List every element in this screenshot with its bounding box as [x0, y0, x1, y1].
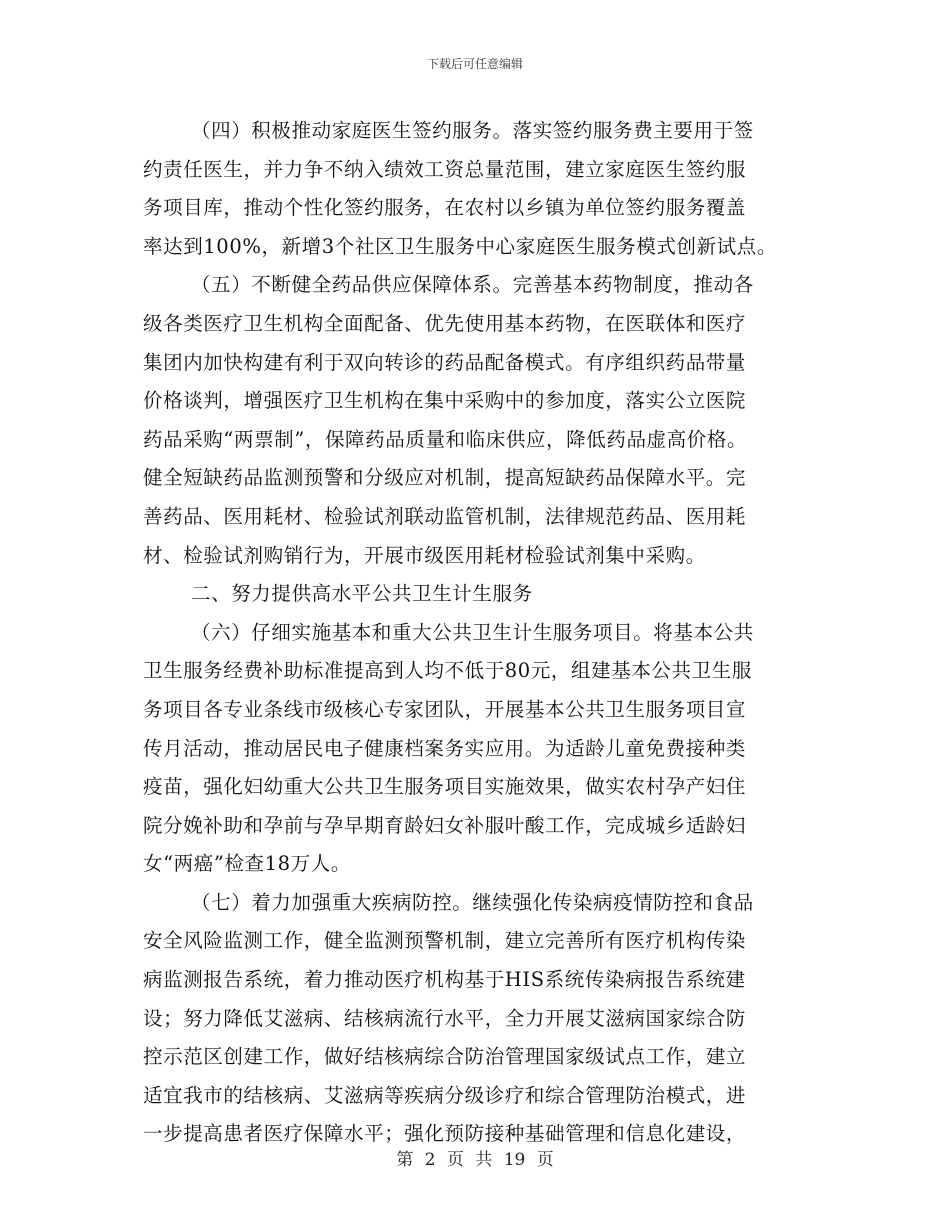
text-line: （六）仔细实施基本和重大公共卫生计生服务项目。将基本公共: [191, 620, 754, 644]
document-body: [143, 112, 811, 1154]
page-number: 第 2 页 共 19 页: [396, 1150, 554, 1170]
text-line: 女“两癌”检查18万人。: [143, 852, 351, 876]
text-line: 传月活动，推动居民电子健康档案务实应用。为适龄儿童免费接种类: [143, 736, 747, 760]
text-line: 疫苗，强化妇幼重大公共卫生服务项目实施效果，做实农村孕产妇住: [143, 775, 747, 799]
text-line: 务项目库，推动个性化签约服务，在农村以乡镇为单位签约服务覆盖: [143, 196, 747, 220]
text-line: 善药品、医用耗材、检验试剂联动监管机制，法律规范药品、医用耗: [143, 504, 747, 528]
text-line: 药品采购“两票制”，保障药品质量和临床供应，降低药品虚高价格。: [143, 427, 748, 451]
text-line: （五）不断健全药品供应保障体系。完善基本药物制度，推动各: [191, 273, 754, 297]
text-line: 材、检验试剂购销行为，开展市级医用耗材检验试剂集中采购。: [143, 543, 706, 567]
text-line: 院分娩补助和孕前与孕早期育龄妇女补服叶酸工作，完成城乡适龄妇: [143, 813, 747, 837]
text-line: （四）积极推动家庭医生签约服务。落实签约服务费主要用于签: [191, 119, 754, 142]
text-line: 约责任医生，并力争不纳入绩效工资总量范围，建立家庭医生签约服: [143, 157, 747, 181]
text-line: 级各类医疗卫生机构全面配备、优先使用基本药物，在医联体和医疗: [143, 311, 747, 335]
text-line: 安全风险监测工作，健全监测预警机制，建立完善所有医疗机构传染: [143, 929, 747, 953]
text-line: 适宜我市的结核病、艾滋病等疾病分级诊疗和综合管理防治模式，进: [143, 1083, 747, 1107]
page-header-note: 下载后可任意编辑: [426, 57, 523, 71]
section-heading: 二、努力提供高水平公共卫生计生服务: [191, 582, 533, 606]
text-line: 设；努力降低艾滋病、结核病流行水平，全力开展艾滋病国家综合防: [143, 1006, 747, 1030]
text-line: 集团内加快构建有利于双向转诊的药品配备模式。有序组织药品带量: [143, 350, 747, 374]
text-line: 率达到100%，新增3个社区卫生服务中心家庭医生服务模式创新试点。: [143, 234, 777, 258]
text-line: 一步提高患者医疗保障水平；强化预防接种基础管理和信息化建设，: [143, 1122, 747, 1146]
text-line: 控示范区创建工作，做好结核病综合防治管理国家级试点工作，建立: [143, 1045, 747, 1069]
text-line: 价格谈判，增强医疗卫生机构在集中采购中的参加度，落实公立医院: [143, 389, 747, 413]
text-line: 务项目各专业条线市级核心专家团队，开展基本公共卫生服务项目宣: [143, 697, 747, 721]
text-line: 卫生服务经费补助标准提高到人均不低于80元，组建基本公共卫生服: [143, 659, 752, 683]
text-line: 健全短缺药品监测预警和分级应对机制，提高短缺药品保障水平。完: [143, 466, 747, 490]
text-line: 病监测报告系统，着力推动医疗机构基于HIS系统传染病报告系统建: [143, 968, 746, 992]
text-line: （七）着力加强重大疾病防控。继续强化传染病疫情防控和食品: [191, 890, 754, 914]
